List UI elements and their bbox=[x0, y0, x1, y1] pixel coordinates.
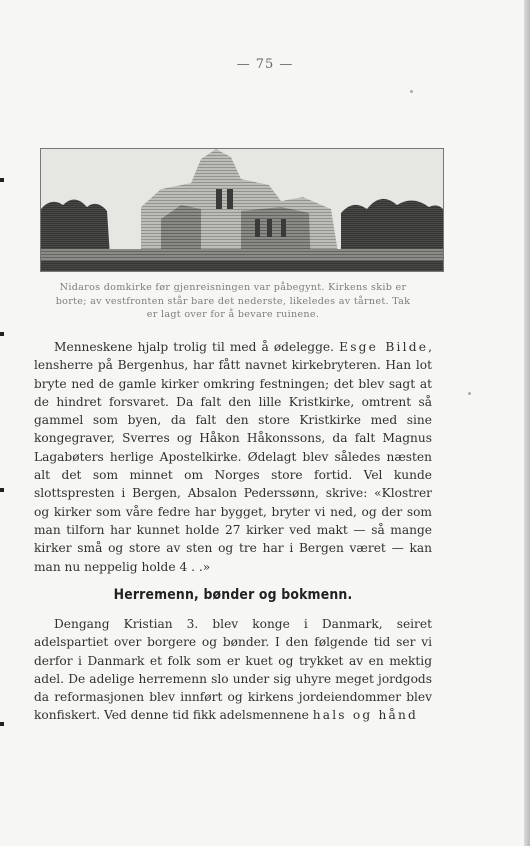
page-edge-shadow bbox=[524, 0, 530, 846]
paragraph-text-start: Menneskene hjalp trolig til med å ødelegge. bbox=[54, 340, 340, 354]
paragraph-text-rest: , lensherre på Bergenhus, har fått navnet kirkebryteren. Han lot bryte ned de gamle kirker omkring festningen; det blev sagt at de hindret forsvaret. Da falt den lille Kristkirke, omtrent så gammel som byen, da falt den store Kristkirke med sine kongegraver, Sverres og Håkon Håkonssons, da falt Magnus Lagabøters herlige Apostelkirke. Ødelagt blev således næsten alt det som minnet om Norges store fortid. Vel kunde slottspresten i Bergen, Absalon Pederssønn, skrive: «Klostrer og kirker som våre fedre har bygget, bryter vi ned, og der som man tilforn har kunnet holde 27 kirker ved makt — så mange kirker små og store av sten og tre har i Bergen været — kan man nu neppelig holde 4 . .» bbox=[34, 340, 432, 574]
paragraph-adel bbox=[34, 615, 432, 725]
margin-scan-mark bbox=[0, 178, 4, 182]
margin-scan-mark bbox=[0, 332, 4, 336]
spaced-phrase: hals og hånd bbox=[312, 708, 419, 723]
margin-scan-mark bbox=[0, 488, 4, 492]
photo-caption: Nidaros domkirke før gjenreisningen var påbegynt. Kirkens skib er borte; av vestfronten står bare det nederste, likeledes av tårnet. Tak er lagt over for å bevare ruinene. bbox=[55, 282, 411, 321]
margin-scan-mark bbox=[0, 722, 4, 726]
body-section-1 bbox=[34, 338, 432, 576]
body-section-2 bbox=[34, 615, 432, 725]
scan-speck bbox=[468, 392, 471, 395]
cathedral-photo bbox=[40, 148, 444, 272]
paragraph-kirkebryteren bbox=[34, 338, 432, 576]
person-name-esge-bilde: Esge Bilde bbox=[339, 340, 429, 354]
paragraph-text-main: Dengang Kristian 3. blev konge i Danmark, seiret adelspartiet over borgere og bønder. I den følgende tid ser vi derfor i Danmark et folk som er kuet og trykket av en mektig adel. De adelige herremenn slo under sig uhyre meget jordgods da reformasjonen blev innført og kirkens jordeiendommer blev konfiskert. Ved denne tid fikk adelsmennene bbox=[34, 617, 432, 723]
cathedral-ruin-illustration bbox=[41, 149, 443, 271]
section-heading: Herremenn, bønder og bokmenn. bbox=[113, 587, 353, 603]
scan-speck bbox=[410, 90, 413, 93]
page-number: — 75 — bbox=[236, 57, 294, 72]
